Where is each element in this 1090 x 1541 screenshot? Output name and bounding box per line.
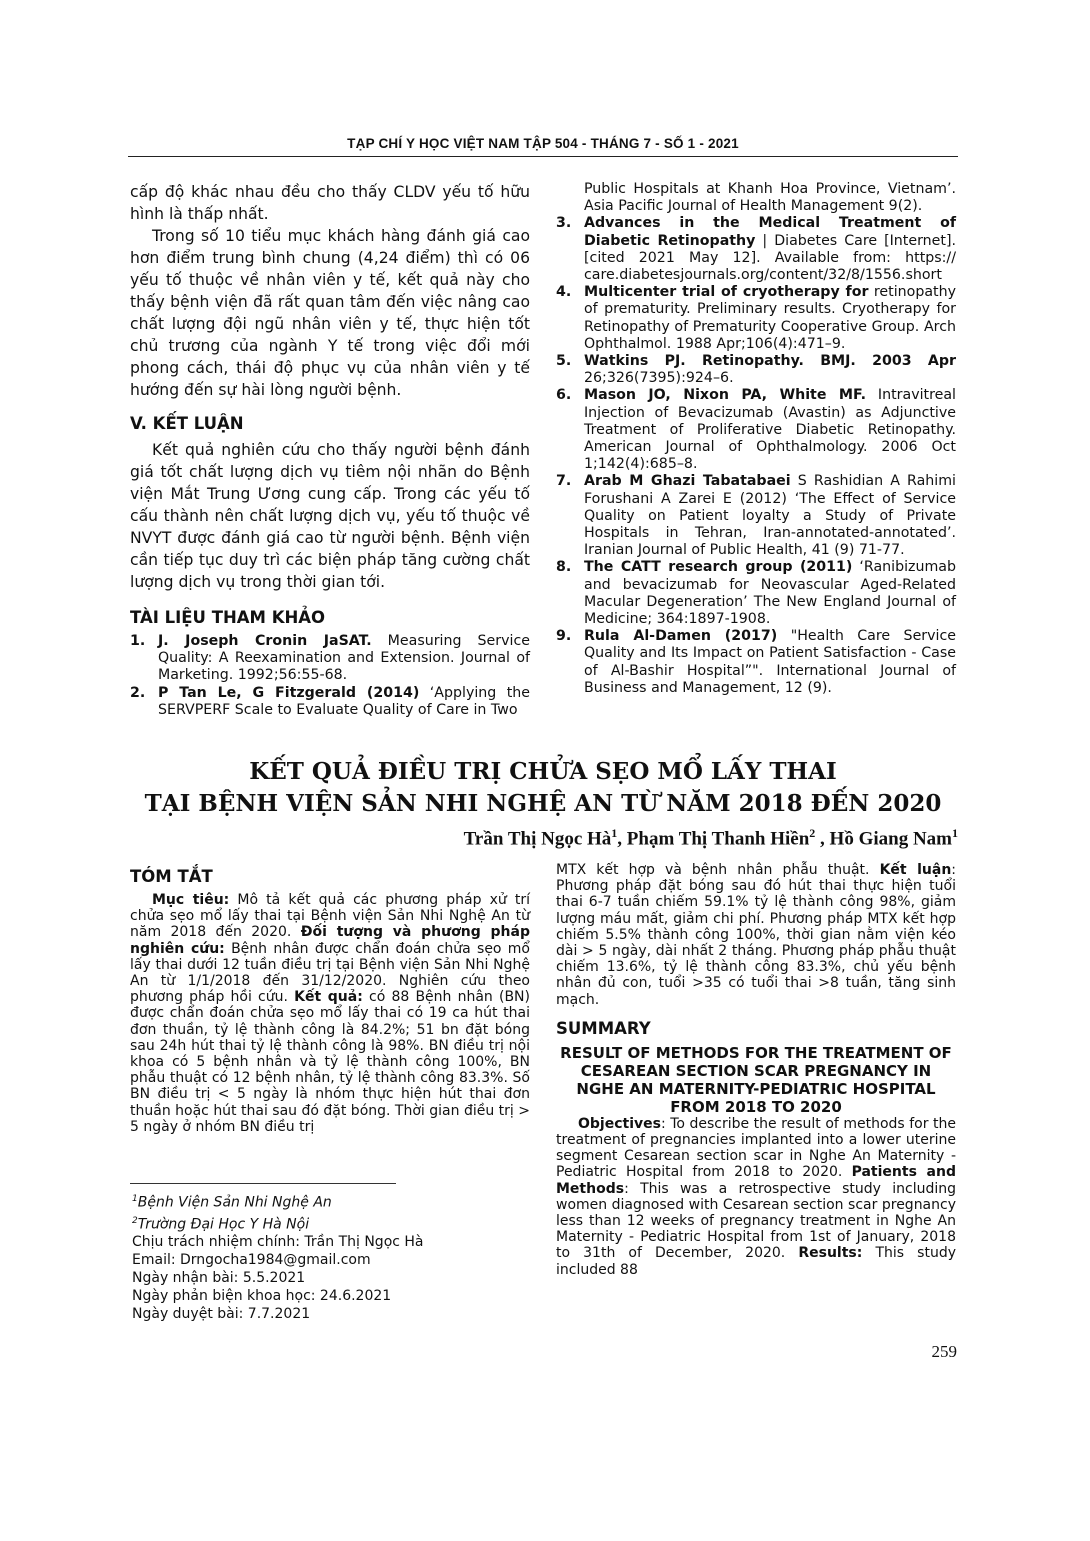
summary-heading: SUMMARY [556, 1018, 651, 1038]
reference-details: ‘Ranibizumab and bevacizumab for Neovascular Aged-Related Macular Degeneration’ The New England Journal of Medicine; 364:1897-1908. [584, 559, 956, 628]
abstract-heading: TÓM TẮT [130, 867, 213, 886]
footnote-rule [130, 1183, 396, 1184]
reference-item [556, 559, 956, 628]
author-email: Email: Drngocha1984@gmail.com [132, 1252, 371, 1269]
objectives-text: : To describe the result of methods for the treatment of pregnancies implanted into a lower uterine segment Cesarean section scar in Nghe An Maternity - Pediatric Hospital from 2018 to 2020. [556, 1115, 956, 1181]
methods-text: Bệnh nhân được chẩn đoán chửa sẹo mổ lấy thai dưới 12 tuần điều trị tại Bệnh viện Sản Nhi Nghệ An từ 1/1/2018 đến 31/12/2020. Nghiên cứu theo phương pháp hồi cứu. [130, 940, 530, 1006]
reference-authors: Multicenter trial of cryotherapy for [584, 284, 869, 301]
affiliation-1 [132, 1190, 532, 1212]
results-label: Results: [798, 1245, 863, 1262]
reference-details: Public Hospitals at Khanh Hoa Province, Vietnam’. Asia Pacific Journal of Health Management 9(2). [584, 181, 956, 215]
affiliation-text: Bệnh Viện Sản Nhi Nghệ An [137, 1194, 332, 1211]
summary-body [556, 1116, 956, 1278]
abstract-vietnamese [130, 862, 530, 1135]
reference-authors: The CATT research group (2011) [584, 559, 853, 576]
reference-details: ‘Applying the SERVPERF Scale to Evaluate Quality of Care in Two [158, 684, 530, 718]
reference-list-left [130, 633, 530, 719]
objective-text: Mô tả kết quả các phương pháp xử trí chửa sẹo mổ lấy thai tại Bệnh viện Sản Nhi Nghệ An từ năm 2018 đến 2020. [130, 892, 531, 941]
reference-details: Intravitreal Injection of Bevacizumab (Avastin) as Adjunctive Treatment of Proliferative Diabetic Retinopathy. American Journal of Ophthalmology. 2006 Oct 1;142(4):685–8. [584, 387, 956, 473]
affiliation-marker: 1 [132, 1194, 138, 1204]
results-label: Kết quả: [294, 989, 363, 1006]
references-heading: TÀI LIỆU THAM KHẢO [130, 608, 326, 627]
results-text: có 88 Bệnh nhân (BN) được chẩn đoán chửa sẹo mổ lấy thai có 19 ca hút thai đơn thuần, tỷ lệ thành công là 84.2%; 51 bn đặt bóng sau 24h hút thai tỷ lệ thành công là 98%. BN điều trị nội khoa có 5 bệnh nhân và tỷ lệ thành công 100%, BN phẫu thuật có 12 bệnh nhân, tỷ lệ thành công 83.3%. Số BN điều trị < 5 ngày là nhóm thực hiện hút thai đơn thuần hoặc hút thai sau đó đặt bóng. Thời gian điều trị > 5 ngày ở nhóm BN điều trị [130, 989, 530, 1135]
reference-item [556, 215, 956, 284]
page-number: 259 [931, 1342, 957, 1361]
top-left-column [130, 181, 530, 719]
reference-number: 5. [556, 353, 572, 370]
reference-item [556, 473, 956, 559]
discussion-paragraph: Trong số 10 tiểu mục khách hàng đánh giá cao hơn điểm trung bình chung (4,24 điểm) thì có 06 yếu tố thuộc về nhân viên y tế, kết quả này cho thấy bệnh viện đã rất quan tâm đến việc nâng cao chất lượng đội ngũ nhân viên y tế, thực hiện tốt chủ trương của ngành Y tế trong việc đổi mới phong cách, thái độ phục vụ của nhân viên y tế hướng đến sự hài lòng người bệnh. [130, 227, 530, 399]
reference-number: 4. [556, 284, 572, 301]
author-separator: , [815, 828, 830, 850]
reference-details: retinopathy of prematurity. Preliminary results. Cryotherapy for Retinopathy of Prematurity Cooperative Group. Arch Ophthalmol. 1988 Apr;106(4):471–9. [584, 284, 956, 352]
article-title-line-1: KẾT QUẢ ĐIỀU TRỊ CHỬA SẸO MỔ LẤY THAI [249, 758, 837, 785]
approval-date: Ngày duyệt bài: 7.7.2021 [132, 1306, 311, 1323]
conclusion-heading: V. KẾT LUẬN [130, 414, 244, 433]
reference-number: 9. [556, 628, 572, 645]
author-separator: , [617, 828, 627, 850]
reference-item [130, 685, 530, 719]
reference-authors: Advances in the Medical Treatment of Diabetic Retinopathy [584, 215, 956, 249]
reference-details: | Diabetes Care [Internet]. [cited 2021 May 12]. Available from: https:// care.diabetesjournals.org/content/32/8/1556.short [584, 232, 957, 284]
article-title [128, 756, 958, 820]
author-list [464, 826, 958, 850]
reference-authors: Mason JO, Nixon PA, White MF. [584, 387, 866, 404]
affiliation-marker: 1 [611, 826, 618, 840]
objective-label: Mục tiêu: [152, 892, 230, 908]
top-right-column [556, 181, 956, 697]
reference-item [556, 387, 956, 473]
reference-details: "Health Care Service Quality and Its Impact on Patient Satisfaction - Case of Al-Bashir Hospital”". International Journal of Business and Management, 12 (9). [584, 628, 956, 696]
reference-continuation [556, 181, 956, 215]
abstract-continuation-and-summary [556, 862, 956, 1278]
methods-label: Đối tượng và phương pháp nghiên cứu: [130, 924, 530, 957]
journal-running-header: TẠP CHÍ Y HỌC VIỆT NAM TẬP 504 - THÁNG 7 - SỐ 1 - 2021 [347, 136, 739, 151]
patients-methods-text: : This was a retrospective study including women diagnosed with Cesarean section scar pregnancy less than 12 weeks of pregnancy treatment in Nghe An Maternity - Pediatric Hospital from 1st of January, 2018 to 31th of December, 2020. [556, 1180, 956, 1262]
affiliation-2 [132, 1212, 532, 1234]
received-date: Ngày nhận bài: 5.5.2021 [132, 1270, 306, 1287]
reference-item [556, 628, 956, 697]
corresponding-author: Chịu trách nhiệm chính: Trần Thị Ngọc Hà [132, 1234, 424, 1251]
carryover-paragraph: cấp độ khác nhau đều cho thấy CLDV yếu tố hữu hình là thấp nhất. [130, 183, 530, 223]
reference-authors: Rula Al-Damen (2017) [584, 628, 778, 645]
reference-list-right [556, 181, 956, 697]
reference-authors: P Tan Le, G Fitzgerald (2014) [158, 684, 420, 701]
conclusion-paragraph: Kết quả nghiên cứu cho thấy người bệnh đánh giá tốt chất lượng dịch vụ tiêm nội nhãn do Bệnh viện Mắt Trung Ương cung cấp. Trong các yếu tố cấu thành nên chất lượng dịch vụ, yếu tố thuộc về NVYT được đánh giá cao từ người bệnh. Bệnh viện cần tiếp tục duy trì các biện pháp tăng cường chất lượng dịch vụ trong thời gian tới. [130, 441, 530, 591]
footnotes [132, 1190, 532, 1323]
affiliation-marker: 1 [952, 826, 958, 840]
reference-details: Measuring Service Quality: A Reexamination and Extension. Journal of Marketing. 1992;56:55-68. [158, 633, 530, 684]
author-name: Hồ Giang Nam [829, 828, 952, 850]
reference-details: S Rashidian A Rahimi Forushani A Zarei E (2012) ‘The Effect of Service Quality on Patient loyalty a Study of Private Hospitals in Tehran, Iran-annotated-annotated’. Iranian Journal of Public Health, 41 (9) 71-77. [584, 473, 956, 559]
patients-methods-label: Patients and Methods [556, 1164, 956, 1197]
reference-details: 26;326(7395):924–6. [584, 370, 734, 387]
affiliation-text: Trường Đại Học Y Hà Nội [137, 1216, 310, 1233]
abstract-body [130, 892, 530, 1135]
affiliation-marker: 2 [132, 1215, 138, 1226]
author-name: Phạm Thị Thanh Hiền [626, 828, 810, 850]
reference-item [556, 284, 956, 353]
header-rule [128, 156, 958, 157]
reference-item [130, 633, 530, 685]
reference-item [556, 353, 956, 387]
conclusion-text: : Phương pháp đặt bóng sau đó hút thai thực hiện tuổi thai 6-7 tuần chiếm 59.1% tỷ lệ thành công 98%, giảm lượng máu mất, giảm chi phí. Phương pháp MTX kết hợp chiếm 5.5% thành công 100%, thời gian nằm viện kéo dài > 5 ngày, dài nhất 2 tháng. Phương pháp phẫu thuật chiếm 13.6%, tỷ lệ thành công 83.3%, chủ yếu bệnh nhân đủ con, tuổi >35 có tuổi thai >8 tuần, tăng sinh mạch. [556, 862, 957, 1008]
conclusion-label: Kết luận [879, 862, 952, 878]
reference-number: 1. [130, 633, 146, 649]
reference-authors: Arab M Ghazi Tabatabaei [584, 473, 791, 490]
affiliation-marker: 2 [809, 826, 816, 840]
reference-number: 7. [556, 473, 572, 490]
reference-authors: J. Joseph Cronin JaSAT. [158, 633, 372, 649]
abstract-continuation [556, 862, 956, 1008]
reference-authors: Watkins PJ. Retinopathy. BMJ. 2003 Apr [584, 353, 956, 370]
author-name: Trần Thị Ngọc Hà [463, 828, 612, 850]
results-text: This study included 88 [556, 1245, 956, 1278]
reference-number: 2. [130, 684, 146, 701]
review-date: Ngày phản biện khoa học: 24.6.2021 [132, 1288, 392, 1305]
reference-number: 8. [556, 559, 572, 576]
reference-number: 6. [556, 387, 572, 404]
results-continuation-text: MTX kết hợp và bệnh nhân phẫu thuật. [556, 862, 880, 878]
article-title-line-2: TẠI BỆNH VIỆN SẢN NHI NGHỆ AN TỪ NĂM 2018 ĐẾN 2020 [144, 790, 942, 817]
reference-number: 3. [556, 215, 572, 232]
objectives-label: Objectives [578, 1115, 661, 1132]
summary-title: RESULT OF METHODS FOR THE TREATMENT OF CESAREAN SECTION SCAR PREGNANCY IN NGHE AN MATERNITY-PEDIATRIC HOSPITAL FROM 2018 TO 2020 [560, 1043, 952, 1116]
